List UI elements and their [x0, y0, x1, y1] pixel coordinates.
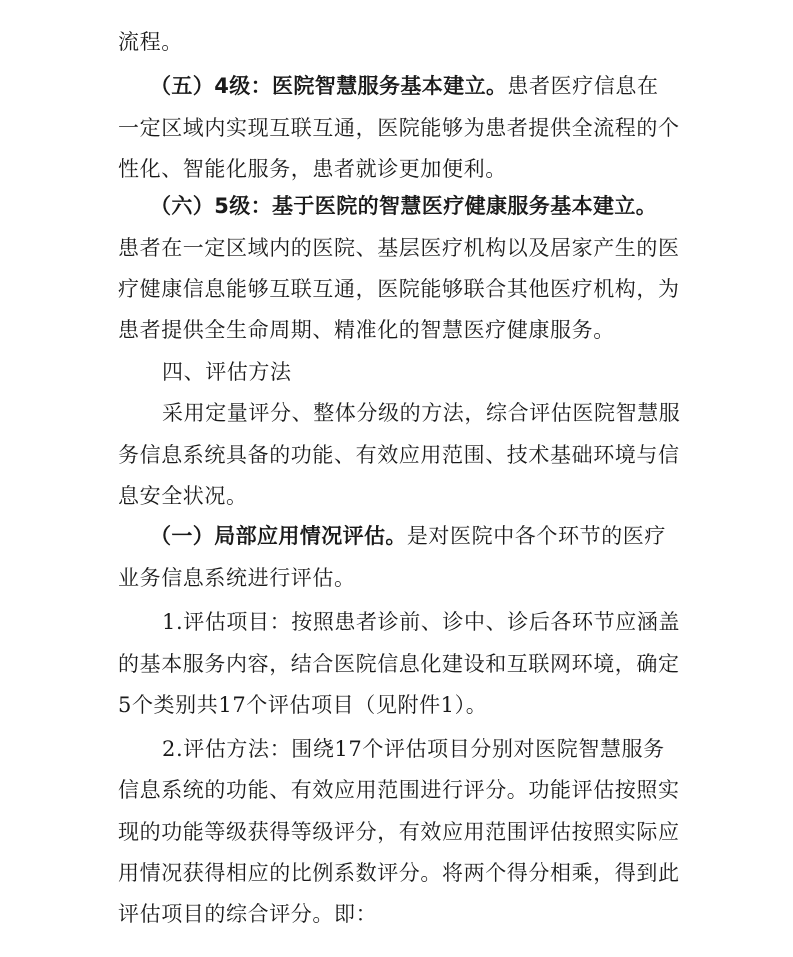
paragraph-line: 采用定量评分、整体分级的方法，综合评估医院智慧服 — [162, 401, 681, 425]
section-heading-evaluation-method: 四、评估方法 — [162, 360, 292, 384]
paragraph-line: 评估项目的综合评分。即： — [118, 902, 378, 926]
paragraph-line: 业务信息系统进行评估。 — [118, 566, 356, 590]
heading-text: （五）4级：医院智慧服务基本建立。 — [150, 74, 508, 98]
paragraph-line: 疗健康信息能够互联互通，医院能够联合其他医疗机构，为 — [118, 277, 680, 301]
subsection-heading-local-application — [150, 522, 666, 550]
section-heading-level-5 — [150, 192, 657, 220]
paragraph-line: 2.评估方法：围绕17个评估项目分别对医院智慧服务 — [162, 737, 665, 761]
paragraph-text: 是对医院中各个环节的医疗 — [406, 524, 667, 548]
section-heading-level-4 — [150, 72, 659, 100]
paragraph-line: 用情况获得相应的比例系数评分。将两个得分相乘，得到此 — [118, 861, 680, 885]
paragraph-text: 患者医疗信息在 — [507, 74, 659, 98]
heading-text: （六）5级：基于医院的智慧医疗健康服务基本建立。 — [150, 194, 658, 218]
paragraph-line: 的基本服务内容，结合医院信息化建设和互联网环境，确定 — [118, 652, 680, 676]
paragraph-line: 一定区域内实现互联互通，医院能够为患者提供全流程的个 — [118, 116, 680, 140]
paragraph-line: 信息系统的功能、有效应用范围进行评分。功能评估按照实 — [118, 778, 680, 802]
paragraph-line: 务信息系统具备的功能、有效应用范围、技术基础环境与信 — [118, 443, 680, 467]
paragraph-line: 息安全状况。 — [118, 484, 248, 508]
paragraph-line: 现的功能等级获得等级评分，有效应用范围评估按照实际应 — [118, 820, 680, 844]
paragraph-line: 5个类别共17个评估项目（见附件1）。 — [118, 693, 488, 717]
paragraph-line: 流程。 — [118, 30, 183, 54]
paragraph-line: 性化、智能化服务，患者就诊更加便利。 — [118, 157, 507, 181]
paragraph-line: 1.评估项目：按照患者诊前、诊中、诊后各环节应涵盖 — [162, 610, 681, 634]
paragraph-line: 患者提供全生命周期、精准化的智慧医疗健康服务。 — [118, 318, 615, 342]
heading-text: （一）局部应用情况评估。 — [150, 524, 407, 548]
paragraph-line: 患者在一定区域内的医院、基层医疗机构以及居家产生的医 — [118, 236, 680, 260]
